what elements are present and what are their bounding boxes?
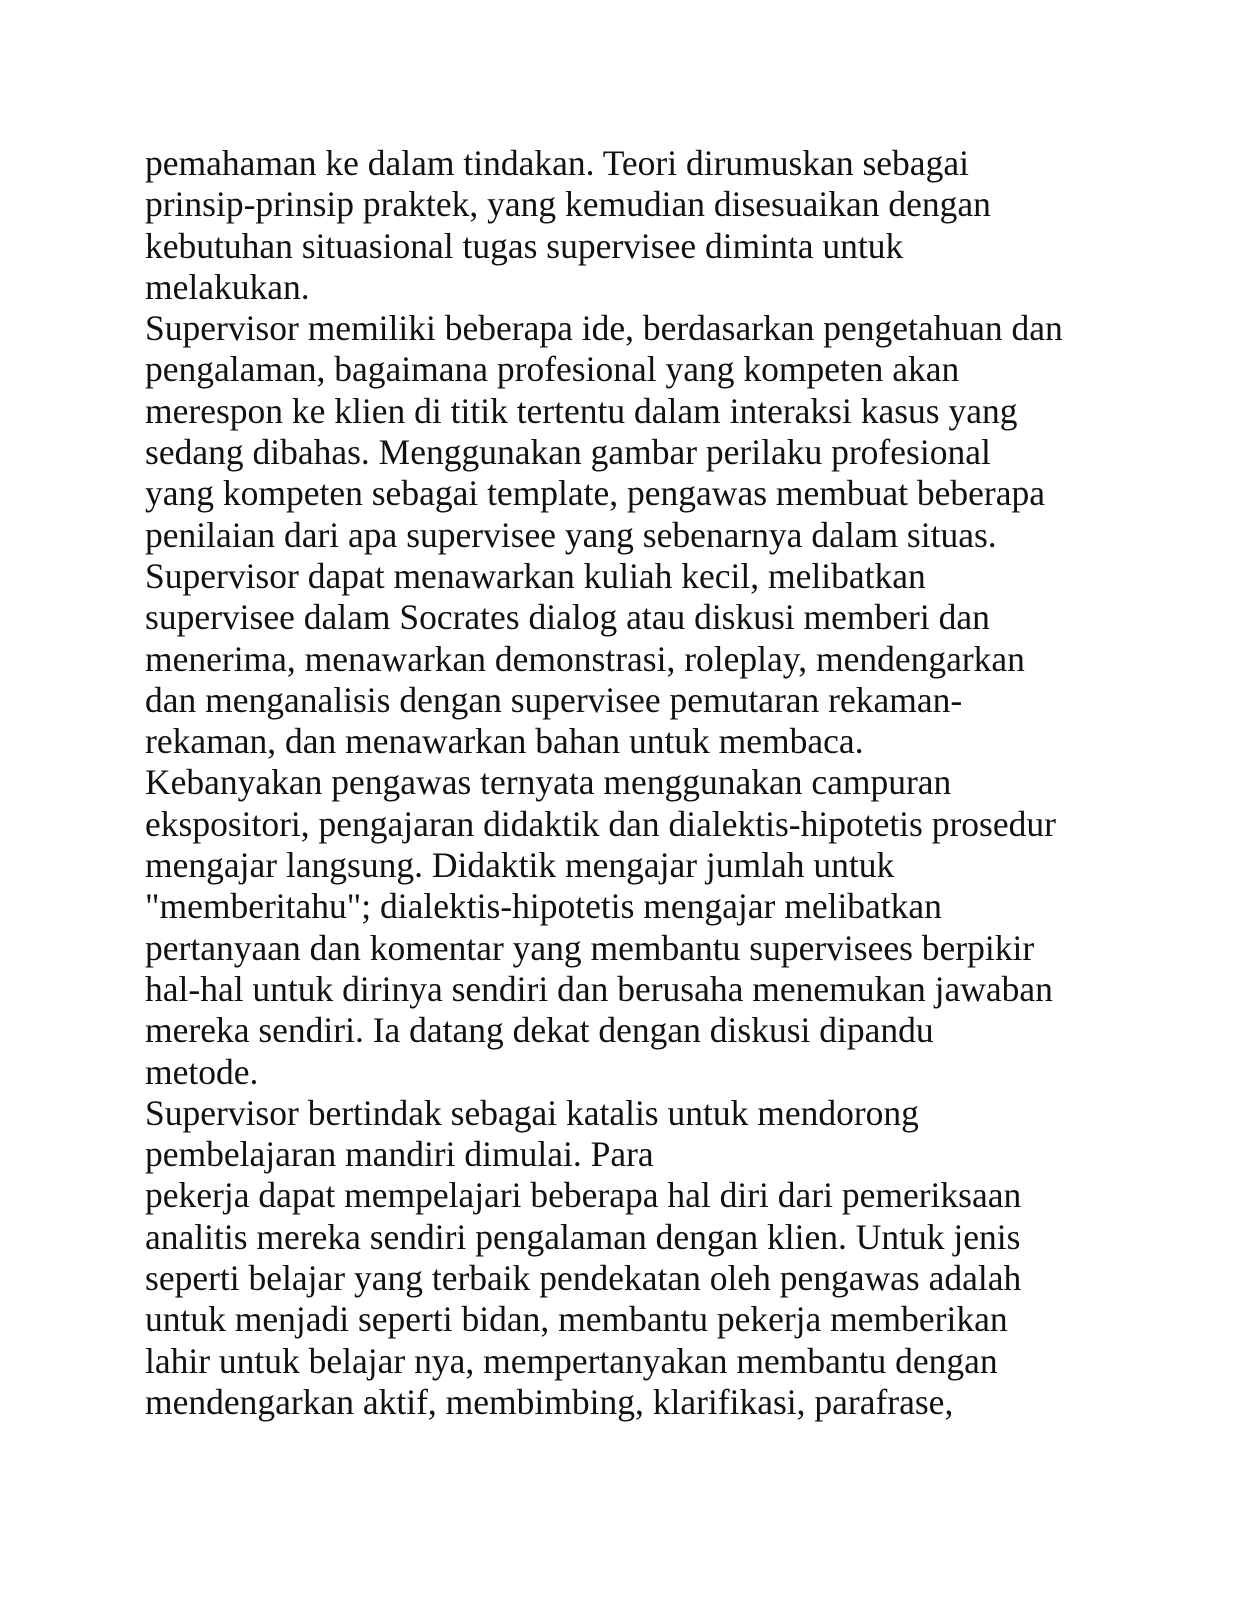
text-line: pengalaman, bagaimana profesional yang kompeten akan	[145, 349, 960, 390]
text-line: sedang dibahas. Menggunakan gambar perilaku profesional	[145, 432, 991, 473]
text-line: Supervisor bertindak sebagai katalis untuk mendorong	[145, 1092, 919, 1133]
text-line: metode.	[145, 1051, 259, 1092]
body-text	[145, 143, 1105, 1423]
text-line: melakukan.	[145, 266, 310, 307]
text-line: Supervisor memiliki beberapa ide, berdasarkan pengetahuan dan	[145, 308, 1063, 349]
text-line: penilaian dari apa supervisee yang sebenarnya dalam situas.	[145, 514, 997, 555]
text-line: untuk menjadi seperti bidan, membantu pekerja memberikan	[145, 1299, 1008, 1340]
text-line: ekspositori, pengajaran didaktik dan dialektis-hipotetis prosedur	[145, 803, 1056, 844]
text-line: mendengarkan aktif, membimbing, klarifikasi, parafrase,	[145, 1381, 954, 1422]
text-line: prinsip-prinsip praktek, yang kemudian disesuaikan dengan	[145, 184, 991, 225]
text-line: mengajar langsung. Didaktik mengajar jumlah untuk	[145, 845, 895, 886]
text-line: kebutuhan situasional tugas supervisee diminta untuk	[145, 225, 904, 266]
text-line: menerima, menawarkan demonstrasi, roleplay, mendengarkan	[145, 638, 1025, 679]
text-line: dan menganalisis dengan supervisee pemutaran rekaman-	[145, 679, 963, 720]
text-line: pembelajaran mandiri dimulai. Para	[145, 1134, 654, 1175]
text-line: pemahaman ke dalam tindakan. Teori dirumuskan sebagai	[145, 143, 969, 183]
text-line: seperti belajar yang terbaik pendekatan oleh pengawas adalah	[145, 1258, 1022, 1299]
text-line: lahir untuk belajar nya, mempertanyakan membantu dengan	[145, 1340, 998, 1381]
text-line: supervisee dalam Socrates dialog atau diskusi memberi dan	[145, 597, 990, 638]
text-line: Supervisor dapat menawarkan kuliah kecil, melibatkan	[145, 555, 926, 596]
text-line: yang kompeten sebagai template, pengawas membuat beberapa	[145, 473, 1045, 514]
text-line: merespon ke klien di titik tertentu dalam interaksi kasus yang	[145, 390, 1018, 431]
text-line: pekerja dapat mempelajari beberapa hal diri dari pemeriksaan	[145, 1175, 1022, 1216]
text-line: "memberitahu"; dialektis-hipotetis mengajar melibatkan	[145, 886, 942, 927]
text-line: hal-hal untuk dirinya sendiri dan berusaha menemukan jawaban	[145, 968, 1053, 1009]
text-line: pertanyaan dan komentar yang membantu supervisees berpikir	[145, 927, 1035, 968]
text-line: rekaman, dan menawarkan bahan untuk membaca.	[145, 721, 864, 762]
text-line: mereka sendiri. Ia datang dekat dengan diskusi dipandu	[145, 1010, 934, 1051]
text-line: Kebanyakan pengawas ternyata menggunakan campuran	[145, 762, 952, 803]
text-line: analitis mereka sendiri pengalaman dengan klien. Untuk jenis	[145, 1216, 1021, 1257]
